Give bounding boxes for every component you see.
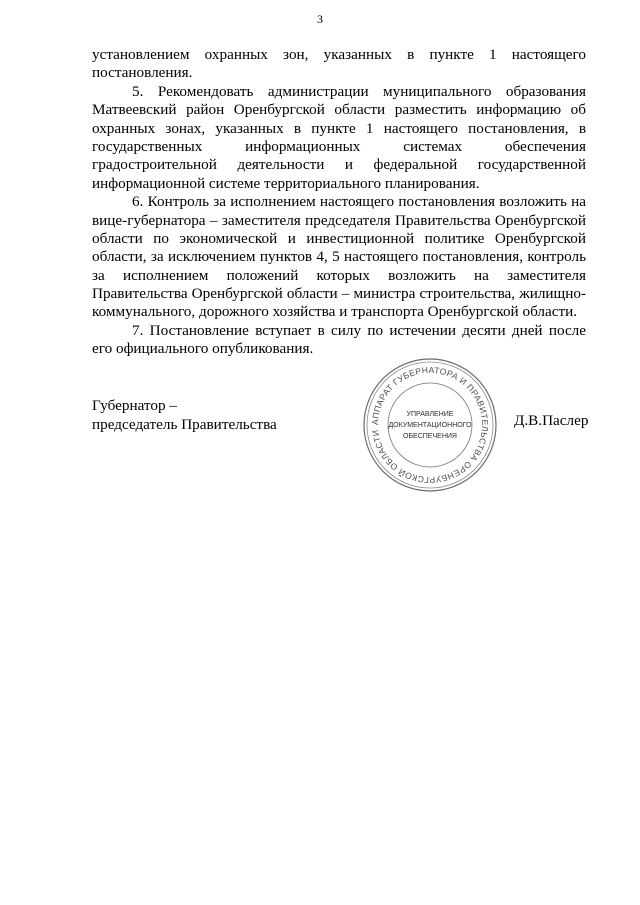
body-line-6: государственных информационных системах обеспечения [92, 137, 586, 155]
body-line-16: 7. Постановление вступает в силу по истечении десяти дней после [132, 321, 586, 339]
body-line-17: его официального опубликования. [92, 340, 314, 358]
signatory-title [92, 397, 277, 434]
seal-ring-text: АППАРАТ ГУБЕРНАТОРА И ПРАВИТЕЛЬСТВА ОРЕНБУРГСКОЙ ОБЛАСТИ [369, 364, 491, 486]
body-line-15: коммунального, дорожного хозяйства и транспорта Оренбургской области. [92, 303, 578, 321]
body-line-9: 6. Контроль за исполнением настоящего постановления возложить на [132, 193, 586, 211]
body-line-10: вице-губернатора – заместителя председателя Правительства Оренбургской [92, 211, 586, 229]
body-line-4: Матвеевский район Оренбургской области разместить информацию об [92, 101, 586, 119]
body-line-7: градостроительной деятельности и федеральной государственной [92, 156, 586, 174]
seal-center-line-3: ОБЕСПЕЧЕНИЯ [403, 433, 457, 440]
body-line-13: за исполнением положений которых возложить на заместителя [92, 266, 586, 284]
page-number: 3 [317, 12, 323, 26]
body-line-3: 5. Рекомендовать администрации муниципального образования [132, 82, 586, 100]
signatory-name: Д.В.Паслер [514, 412, 589, 429]
official-seal [360, 355, 500, 495]
body-line-8: информационной системе территориального планирования. [92, 174, 480, 192]
body-line-12: области, за исключением пунктов 4, 5 настоящего постановления, контроль [92, 248, 586, 266]
body-line-1: установлением охранных зон, указанных в пункте 1 настоящего [92, 46, 586, 63]
body-line-14: Правительства Оренбургской области – министра строительства, жилищно- [92, 285, 586, 303]
body-line-5: охранных зонах, указанных в пункте 1 настоящего постановления, в [92, 119, 586, 137]
document-body [92, 46, 586, 359]
body-line-2: постановления. [92, 64, 193, 82]
signatory-title-line-2: председатель Правительства [92, 415, 277, 433]
seal-center-line-1: УПРАВЛЕНИЕ [406, 411, 454, 418]
body-line-11: области по экономической и инвестиционной политике Оренбургской [92, 229, 586, 247]
seal-center-line-2: ДОКУМЕНТАЦИОННОГО [388, 422, 472, 429]
signatory-title-line-1: Губернатор – [92, 397, 177, 414]
